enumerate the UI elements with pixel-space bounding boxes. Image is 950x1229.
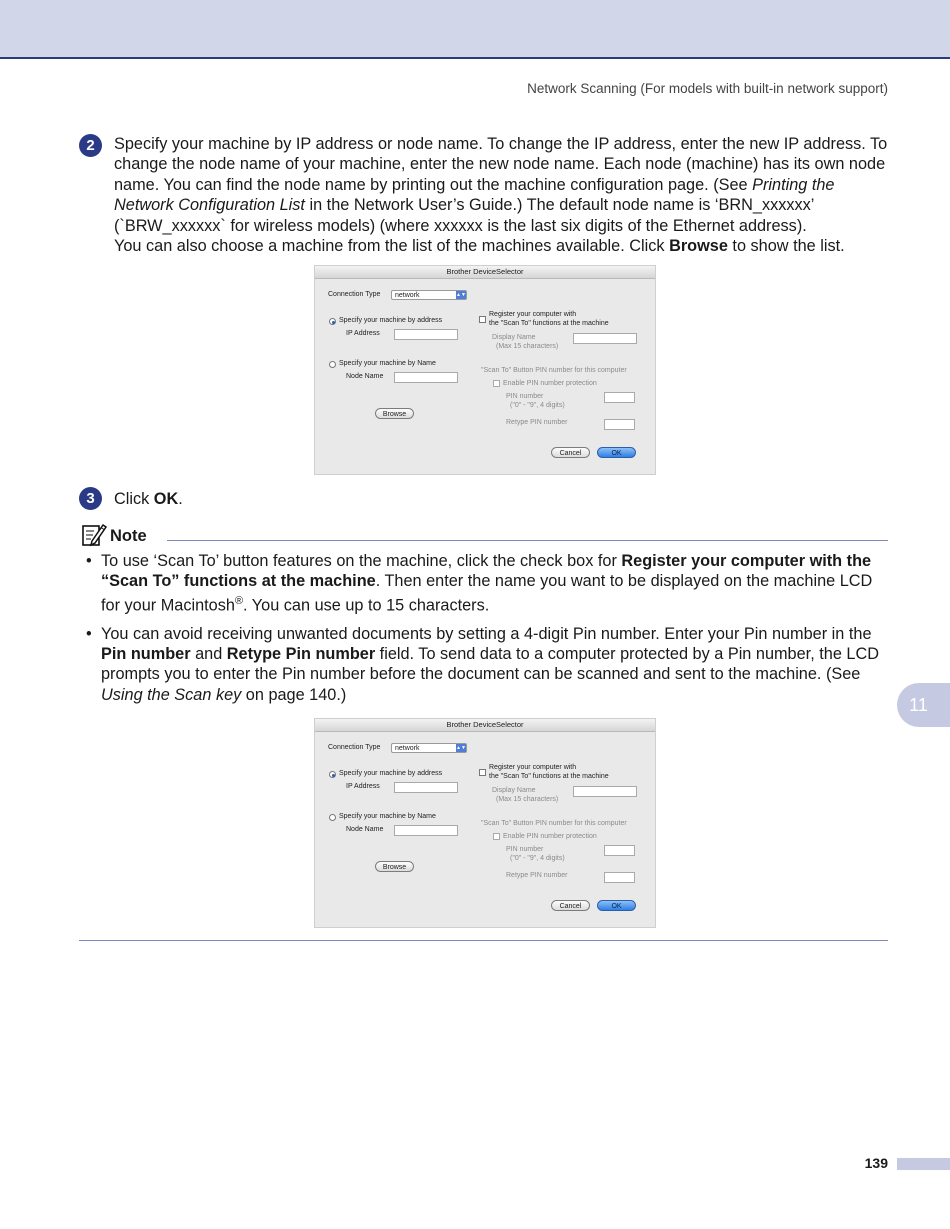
pin-number-hint: ("0" - "9", 4 digits) (510, 402, 565, 409)
ip-address-input[interactable] (394, 782, 458, 793)
connection-type-label: Connection Type (328, 291, 381, 298)
node-name-input[interactable] (394, 825, 458, 836)
connection-type-select[interactable] (391, 743, 467, 753)
pin-number-input[interactable] (604, 392, 635, 403)
step-2-text (114, 134, 889, 256)
reference-title: Printing the Network Configuration List (114, 175, 835, 215)
retype-pin-input[interactable] (604, 872, 635, 883)
step-number-badge: 3 (79, 487, 102, 510)
register-checkbox[interactable] (479, 316, 486, 323)
text-run: Click (114, 490, 154, 508)
step-number-badge: 2 (79, 134, 102, 157)
note-bullet (86, 551, 886, 616)
cancel-button[interactable]: Cancel (551, 447, 590, 458)
bullet-dot: • (86, 552, 92, 570)
device-selector-screenshot (314, 718, 656, 928)
enable-pin-checkbox[interactable] (493, 833, 500, 840)
name-radio[interactable] (329, 814, 336, 821)
retype-pin-label: Retype PIN number (506, 419, 568, 426)
step-2-paragraph-2 (114, 236, 889, 256)
note-heading (81, 522, 147, 548)
cancel-button[interactable]: Cancel (551, 900, 590, 911)
retype-pin-term: Retype Pin number (226, 645, 376, 664)
registered-mark: ® (234, 595, 244, 608)
node-name-label: Node Name (346, 373, 384, 380)
page-number: 139 (864, 1155, 888, 1171)
connection-type-select[interactable] (391, 290, 467, 300)
text-run: in the Network User’s Guide.) The default node name is ‘BRN_xxxxxx’ (`BRW_xxxxxx` for wireless models) (where xxxxxx is the last six digits of the Ethernet address). (114, 196, 814, 235)
connection-type-label: Connection Type (328, 744, 381, 751)
device-selector-screenshot (314, 265, 656, 475)
specify-by-address-label: Specify your machine by address (339, 770, 443, 777)
dialog-title: Brother DeviceSelector (315, 266, 655, 279)
browse-term: Browse (669, 237, 728, 256)
ok-button[interactable]: OK (597, 447, 636, 458)
retype-pin-label: Retype PIN number (506, 872, 568, 879)
pin-number-input[interactable] (604, 845, 635, 856)
step-2-paragraph-1 (114, 134, 889, 236)
text-run: field. To send data to a computer protected by a Pin number, the LCD prompts you to enter the Pin number before the document can be scanned and sent to the machine. (See (101, 645, 879, 684)
pin-section-label: "Scan To" Button PIN number for this computer (481, 367, 627, 374)
text-run: to show the list. (727, 237, 845, 256)
note-end-divider (79, 940, 888, 941)
updown-arrows-icon: ▲▼ (456, 292, 466, 298)
node-name-input[interactable] (394, 372, 458, 383)
display-name-input[interactable] (573, 333, 637, 344)
text-run: You can avoid receiving unwanted documents by setting a 4-digit Pin number. Enter your Pin number in the (101, 625, 872, 644)
text-run: on page 140.) (241, 685, 347, 704)
pin-number-hint: ("0" - "9", 4 digits) (510, 855, 565, 862)
display-name-label: Display Name (492, 334, 536, 341)
display-name-hint: (Max 15 characters) (496, 343, 559, 350)
register-label-line1: Register your computer with (489, 764, 577, 771)
register-term: Register your computer with the “Scan To” functions at the machine (101, 552, 872, 591)
node-name-label: Node Name (346, 826, 384, 833)
name-radio[interactable] (329, 361, 336, 368)
register-checkbox[interactable] (479, 769, 486, 776)
pin-number-label: PIN number (506, 393, 544, 400)
display-name-hint: (Max 15 characters) (496, 796, 559, 803)
enable-pin-label: Enable PIN number protection (503, 833, 597, 840)
chapter-number: 11 (909, 695, 928, 715)
browse-button[interactable]: Browse (375, 861, 414, 872)
text-run: and (190, 645, 227, 664)
bullet-dot: • (86, 625, 92, 644)
connection-type-value: network (395, 292, 420, 299)
text-run: . (178, 490, 183, 508)
specify-by-name-label: Specify your machine by Name (339, 360, 436, 367)
reference-title: Using the Scan key (101, 685, 242, 704)
ip-address-label: IP Address (346, 330, 380, 337)
text-run: To use ‘Scan To’ button features on the machine, click the check box for (101, 552, 622, 570)
ip-address-input[interactable] (394, 329, 458, 340)
page-number-bar (897, 1158, 950, 1170)
connection-type-value: network (395, 745, 420, 752)
note-pencil-icon (81, 522, 107, 548)
running-header: Network Scanning (For models with built-in network support) (527, 81, 888, 96)
ip-address-label: IP Address (346, 783, 380, 790)
note-bullets (86, 551, 886, 713)
specify-by-address-label: Specify your machine by address (339, 317, 443, 324)
text-run: You can also choose a machine from the list of the machines available. Click (114, 237, 670, 256)
specify-by-name-label: Specify your machine by Name (339, 813, 436, 820)
updown-arrows-icon: ▲▼ (456, 745, 466, 751)
browse-button[interactable]: Browse (375, 408, 414, 419)
text-run: Specify your machine by IP address or node name. To change the IP address, enter the new IP address. To change the node name of your machine, enter the new node name. Each node (machine) has its own node name. You can find the node name by printing out the machine configuration page. (See (114, 135, 888, 194)
ok-term: OK (153, 490, 179, 508)
register-label-line2: the "Scan To" functions at the machine (489, 320, 609, 327)
dialog-title: Brother DeviceSelector (315, 719, 655, 732)
enable-pin-label: Enable PIN number protection (503, 380, 597, 387)
step-3-text (114, 489, 714, 509)
header-band (0, 0, 950, 59)
address-radio[interactable] (329, 771, 336, 778)
enable-pin-checkbox[interactable] (493, 380, 500, 387)
register-label-line1: Register your computer with (489, 311, 577, 318)
register-label-line2: the "Scan To" functions at the machine (489, 773, 609, 780)
text-run: . You can use up to 15 characters. (243, 596, 490, 615)
pin-number-label: PIN number (506, 846, 544, 853)
chapter-tab (897, 683, 950, 727)
retype-pin-input[interactable] (604, 419, 635, 430)
display-name-input[interactable] (573, 786, 637, 797)
pin-section-label: "Scan To" Button PIN number for this computer (481, 820, 627, 827)
pin-number-term: Pin number (101, 645, 191, 664)
note-bullet (86, 624, 886, 705)
note-label: Note (110, 527, 147, 545)
text-run: . Then enter the name you want to be displayed on the machine LCD for your Macintosh (101, 572, 873, 615)
address-radio[interactable] (329, 318, 336, 325)
note-divider (167, 540, 888, 541)
display-name-label: Display Name (492, 787, 536, 794)
ok-button[interactable]: OK (597, 900, 636, 911)
